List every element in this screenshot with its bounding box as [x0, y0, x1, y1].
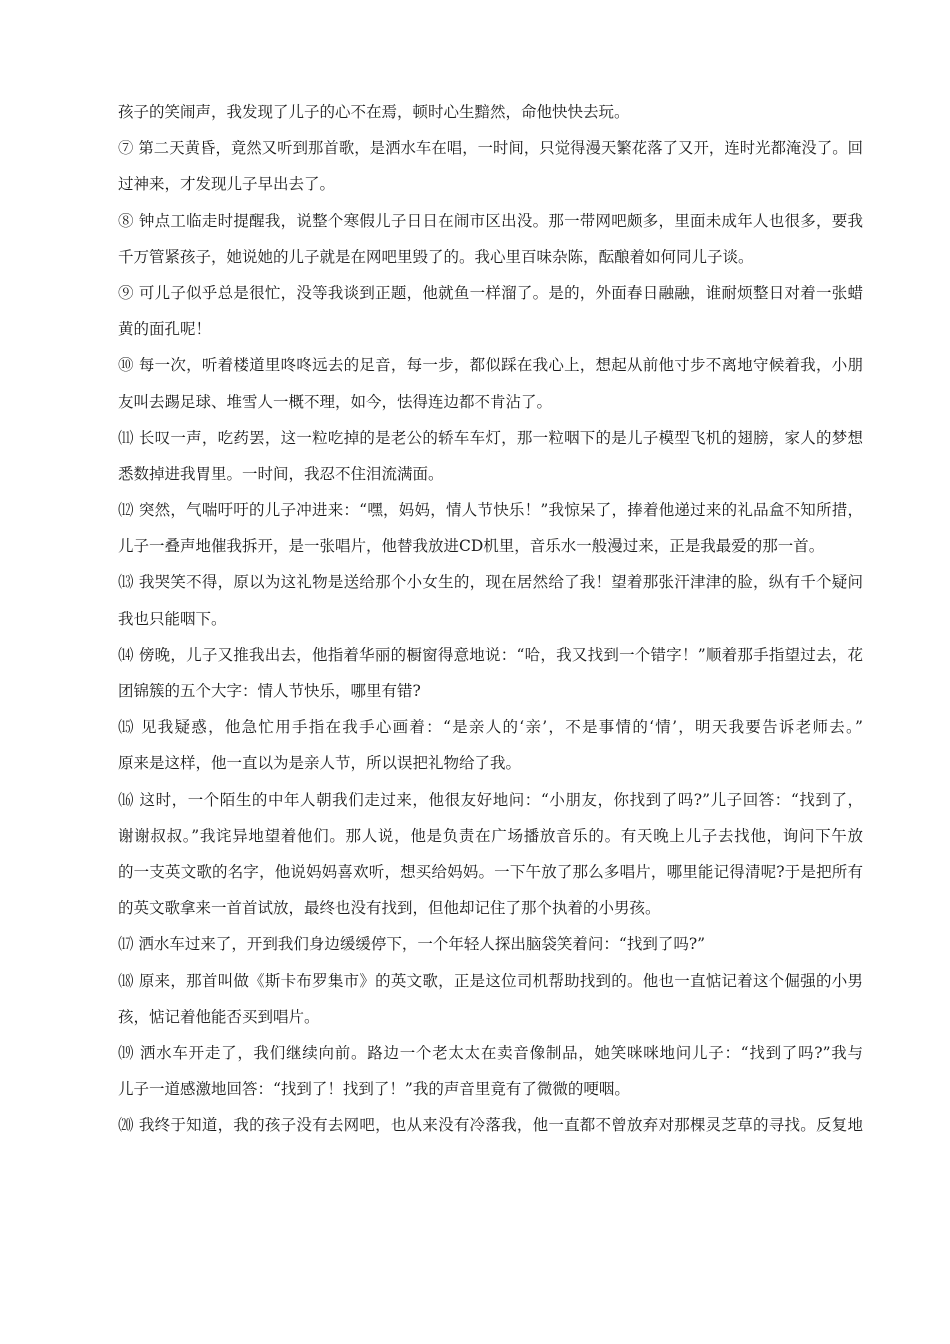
text-line: ⒂ 见我疑惑，他急忙用手指在我手心画着：“是亲人的‘亲’，不是事情的‘情’，明天我要告诉老师去。”: [118, 718, 863, 737]
text-line: 我也只能咽下。: [118, 609, 227, 628]
text-line: 友叫去踢足球、堆雪人一概不理，如今，怯得连边都不肯沾了。: [118, 392, 553, 411]
text-line: ⑦ 第二天黄昏，竟然又听到那首歌，是洒水车在唱，一时间，只觉得漫天繁花落了又开，连时光都淹没了。回: [118, 139, 863, 158]
text-line: ⑧ 钟点工临走时提醒我，说整个寒假儿子日日在闹市区出没。那一带网吧颇多，里面未成年人也很多，要我: [118, 211, 863, 230]
text-line: ⒀ 我哭笑不得，原以为这礼物是送给那个小女生的，现在居然给了我！望着那张汗津津的脸，纵有千个疑问: [118, 573, 863, 592]
text-line: 的英文歌拿来一首首试放，最终也没有找到，但他却记住了那个执着的小男孩。: [118, 899, 661, 918]
text-line: ⒇ 我终于知道，我的孩子没有去网吧，也从来没有冷落我，他一直都不曾放弃对那棵灵芝草的寻找。反复地: [118, 1116, 863, 1135]
text-line: ⒅ 原来，那首叫做《斯卡布罗集市》的英文歌，正是这位司机帮助找到的。他也一直惦记着这个倔强的小男: [118, 971, 863, 990]
text-line: ⑩ 每一次，听着楼道里咚咚远去的足音，每一步，都似踩在我心上，想起从前他寸步不离地守候着我，小朋: [118, 356, 863, 375]
text-line: 过神来，才发现儿子早出去了。: [118, 175, 336, 194]
text-line: ⑿ 突然，气喘吁吁的儿子冲进来：“嘿，妈妈，情人节快乐！”我惊呆了，捧着他递过来的礼品盒不知所措，: [118, 501, 863, 520]
text-line: ⑨ 可儿子似乎总是很忙，没等我谈到正题，他就鱼一样溜了。是的，外面春日融融，谁耐烦整日对着一张蜡: [118, 283, 863, 302]
text-line: 悉数掉进我胃里。一时间，我忍不住泪流满面。: [118, 464, 444, 483]
text-line: 黄的面孔呢！: [118, 320, 212, 339]
text-line: 的一支英文歌的名字，他说妈妈喜欢听，想买给妈妈。一下午放了那么多唱片，哪里能记得清呢?于是把所有: [118, 862, 863, 881]
text-line: 儿子一叠声地催我拆开，是一张唱片，他替我放进CD机里，音乐水一般漫过来，正是我最爱的那一首。: [118, 537, 825, 556]
text-line: ⒆ 洒水车开走了，我们继续向前。路边一个老太太在卖音像制品，她笑咪咪地问儿子：“找到了吗?”我与: [118, 1043, 863, 1062]
text-line: 孩子的笑闹声，我发现了儿子的心不在焉，顿时心生黯然，命他快快去玩。: [118, 103, 630, 121]
text-line: 原来是这样，他一直以为是亲人节，所以误把礼物给了我。: [118, 754, 522, 773]
text-line: 儿子一道感激地回答：“找到了！找到了！”我的声音里竟有了微微的哽咽。: [118, 1080, 630, 1099]
text-line: 千万管紧孩子，她说她的儿子就是在网吧里毁了的。我心里百味杂陈，酝酿着如何同儿子谈。: [118, 247, 754, 266]
body-text: [118, 94, 863, 1143]
text-line: ⒃ 这时，一个陌生的中年人朝我们走过来，他很友好地问：“小朋友，你找到了吗?”儿子回答：“找到了，: [118, 790, 863, 809]
text-line: ⑾ 长叹一声，吃药罢，这一粒吃掉的是老公的轿车车灯，那一粒咽下的是儿子模型飞机的翅膀，家人的梦想: [118, 428, 863, 447]
text-line: ⒄ 洒水车过来了，开到我们身边缓缓停下，一个年轻人探出脑袋笑着问：“找到了吗?”: [118, 935, 706, 954]
text-line: 谢谢叔叔。”我诧异地望着他们。那人说，他是负责在广场播放音乐的。有天晚上儿子去找他，询问下午放: [118, 826, 863, 845]
text-line: 团锦簇的五个大字：情人节快乐，哪里有错?: [118, 682, 421, 700]
text-line: 孩，惦记着他能否买到唱片。: [118, 1007, 320, 1026]
text-line: ⒁ 傍晚，儿子又推我出去，他指着华丽的橱窗得意地说：“哈，我又找到一个错字！”顺着那手指望过去，花: [118, 645, 863, 664]
